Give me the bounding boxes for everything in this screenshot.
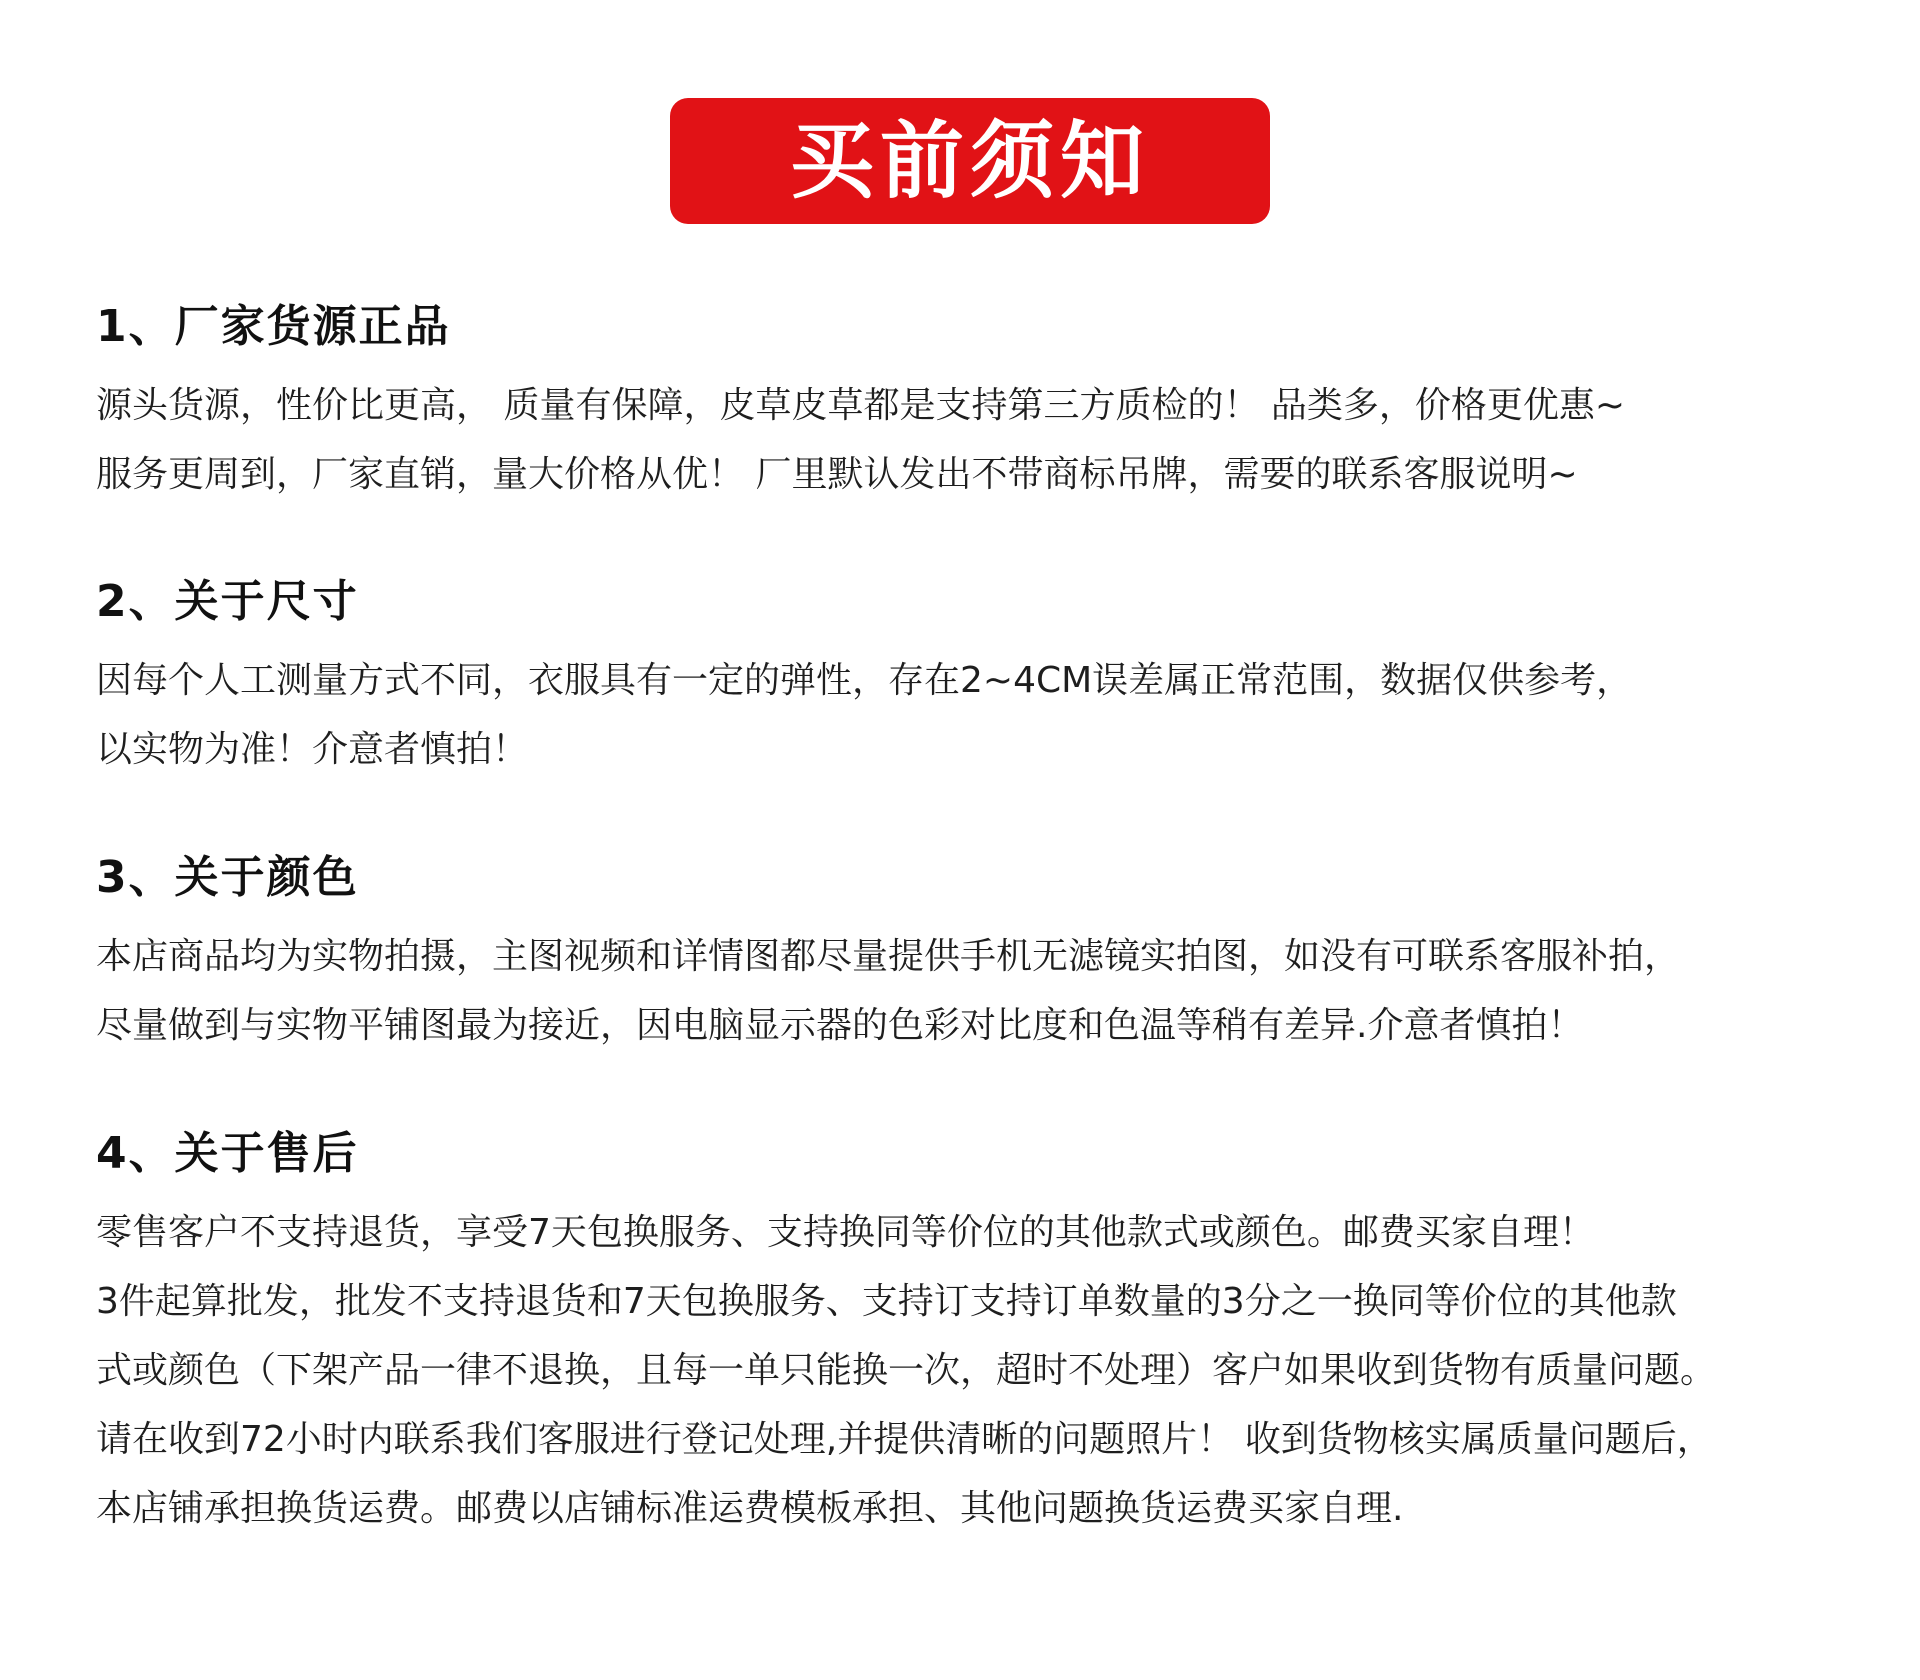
section-color (96, 852, 1896, 1060)
section-line: 服务更周到，厂家直销，量大价格从优！ 厂里默认发出不带商标吊牌，需要的联系客服说明~ (96, 454, 1578, 495)
title-badge (670, 98, 1270, 224)
section-line: 本店商品均为实物拍摄，主图视频和详情图都尽量提供手机无滤镜实拍图，如没有可联系客服补拍， (96, 936, 1681, 977)
section-size (96, 576, 1896, 784)
section-heading: 2、关于尺寸 (96, 576, 359, 627)
section-line: 3件起算批发，批发不支持退货和7天包换服务、支持订支持订单数量的3分之一换同等价位的其他款 (96, 1281, 1677, 1322)
section-line: 源头货源，性价比更高， 质量有保障，皮草皮草都是支持第三方质检的！ 品类多，价格更优惠~ (96, 385, 1626, 426)
section-line: 本店铺承担换货运费。邮费以店铺标准运费模板承担、其他问题换货运费买家自理. (96, 1488, 1404, 1529)
section-heading: 3、关于颜色 (96, 852, 359, 903)
section-after-sales (96, 1128, 1896, 1543)
section-line: 因每个人工测量方式不同，衣服具有一定的弹性，存在2~4CM误差属正常范围，数据仅供参考， (96, 660, 1633, 701)
section-heading: 1、厂家货源正品 (96, 301, 451, 352)
section-authentic-source (96, 301, 1896, 509)
section-line: 请在收到72小时内联系我们客服进行登记处理,并提供清晰的问题照片！ 收到货物核实属质量问题后， (96, 1419, 1713, 1460)
page-title: 买前须知 (789, 112, 1150, 210)
section-line: 式或颜色（下架产品一律不退换，且每一单只能换一次，超时不处理）客户如果收到货物有质量问题。 (96, 1350, 1717, 1391)
section-heading: 4、关于售后 (96, 1128, 359, 1179)
section-line: 尽量做到与实物平铺图最为接近，因电脑显示器的色彩对比度和色温等稍有差异.介意者慎拍！ (96, 1005, 1584, 1046)
section-line: 零售客户不支持退货，享受7天包换服务、支持换同等价位的其他款式或颜色。邮费买家自理！ (96, 1212, 1595, 1253)
section-line: 以实物为准！介意者慎拍！ (96, 729, 529, 770)
